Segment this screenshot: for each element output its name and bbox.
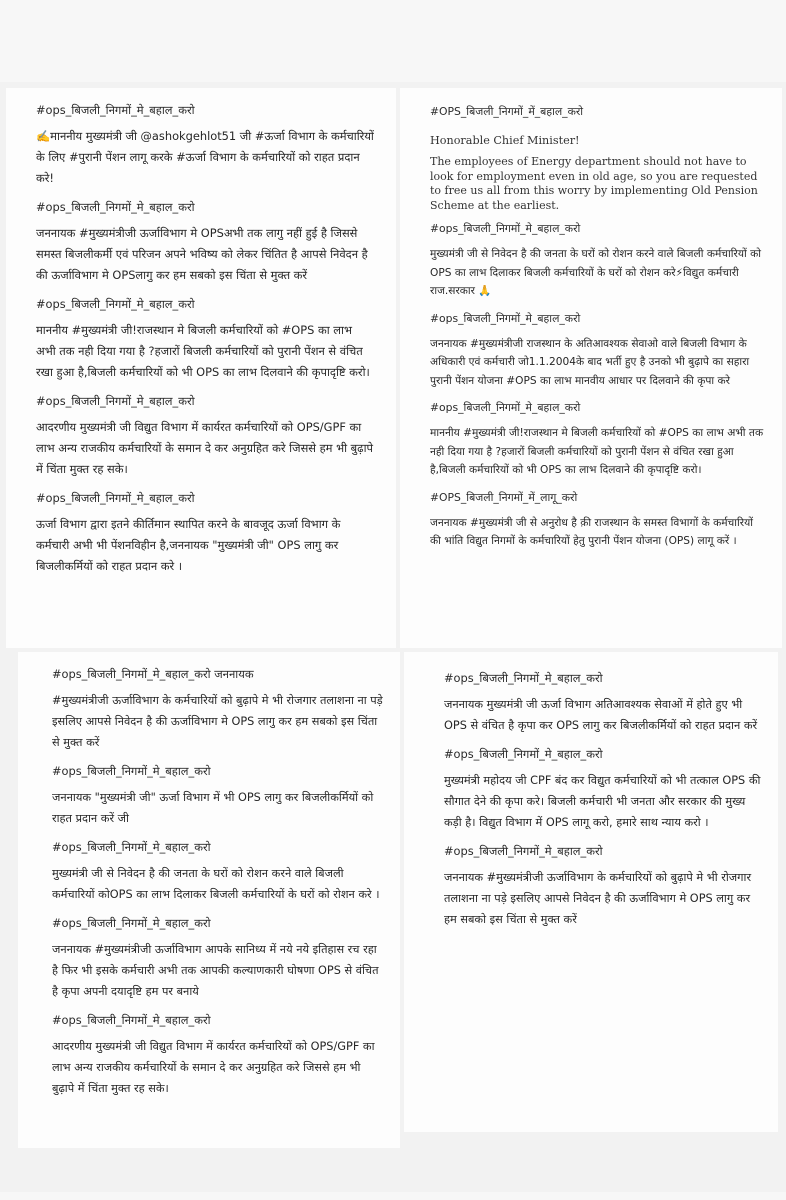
paragraph: जननायक #मुख्यमंत्री जी से अनुरोध है क़ी राजस्थान के समस्त विभागों के कर्मचारियों की भांति विद्युत निगमों के कर्मचारियों हेतु पुरानी पेंशन योजना (OPS) लागू करें । xyxy=(430,516,753,547)
paragraph: माननीय #मुख्यमंत्री जी!राजस्थान मे बिजली कर्मचारियों को #OPS का लाभ अभी तक नही दिया गया है ?हजारों बिजली कर्मचारियों को पुरानी पेंशन से वंचित रखा हुआ है,बिजली कर्मचारियों को भी OPS का लाभ दिलवाने की कृपादृष्टि करो। xyxy=(36,323,370,379)
hashtag: #ops_बिजली_निगमों_मे_बहाल_करो xyxy=(444,747,603,761)
bottom-margin xyxy=(0,1192,786,1200)
english-paragraph: The employees of Energy department should not have to look for employment even in old age, so you are requested to free us all from this worry by implementing Old Pension Scheme at the earliest. xyxy=(430,155,758,212)
paragraph: #मुख्यमंत्रीजी ऊर्जाविभाग के कर्मचारियों को बुढ़ापे मे भी रोजगार तलाशना ना पड़े इसलिए आपसे निवेदन है की ऊर्जाविभाग मे OPS लागु कर हम सबको इस चिंता से मुक्त करें xyxy=(52,694,383,749)
hashtag: #ops_बिजली_निगमों_मे_बहाल_करो xyxy=(36,103,195,117)
panel-bottom-left xyxy=(18,652,400,1148)
paragraph: माननीय #मुख्यमंत्री जी!राजस्थान मे बिजली कर्मचारियों को #OPS का लाभ अभी तक नही दिया गया है ?हजारों बिजली कर्मचारियों को पुरानी पेंशन से वंचित रखा हुआ है,बिजली कर्मचारियों को भी OPS का लाभ दिलवाने की कृपादृष्टि करो। xyxy=(430,427,764,476)
paragraph: आदरणीय मुख्यमंत्री जी विद्युत विभाग में कार्यरत कर्मचारियों को OPS/GPF का लाभ अन्य राजकीय कर्मचारियों के समान दे कर अनुग्रहित करे जिससे हम भी बुढ़ापे में चिंता मुक्त रह सके। xyxy=(52,1040,375,1095)
top-margin xyxy=(0,0,786,82)
paragraph: जननायक #मुख्यमंत्रीजी राजस्थान के अतिआवश्यक सेवाओ वाले बिजली विभाग के अधिकारी एवं कर्मचारी जो1.1.2004के बाद भर्ती हुए है उनको भी बुढ़ापे का सहारा पुरानी पेंशन योजना #OPS का लाभ मानवीय आधार पर दिलवाने की कृपा करे xyxy=(430,337,750,387)
hashtag: #ops_बिजली_निगमों_मे_बहाल_करो xyxy=(36,297,195,311)
paragraph: मुख्यमंत्री जी से निवेदन है की जनता के घरों को रोशन करने वाले बिजली कर्मचारियों कोOPS का लाभ दिलाकर बिजली कर्मचारियों के घरों को रोशन करे । xyxy=(52,867,380,901)
paragraph: जननायक #मुख्यमंत्रीजी ऊर्जाविभाग के कर्मचारियों को बुढ़ापे मे भी रोजगार तलाशना ना पड़े इसलिए आपसे निवेदन है की ऊर्जाविभाग मे OPS लागु कर हम सबको इस चिंता से मुक्त करें xyxy=(444,871,752,926)
paragraph: ऊर्जा विभाग द्वारा इतने कीर्तिमान स्थापित करने के बावजूद ऊर्जा विभाग के कर्मचारी अभी भी पेंशनविहीन है,जननायक "मुख्यमंत्री जी" OPS लागु कर बिजलीकर्मियों को राहत प्रदान करे । xyxy=(36,517,341,573)
hashtag: #OPS_बिजली_निगमों_में_लागू_करो xyxy=(430,490,578,504)
hashtag: #ops_बिजली_निगमों_मे_बहाल_करो xyxy=(52,764,211,778)
hashtag: #ops_बिजली_निगमों_मे_बहाल_करो xyxy=(430,311,581,325)
paragraph: ✍️माननीय मुख्यमंत्री जी @ashokgehlot51 जी #ऊर्जा विभाग के कर्मचारियों के लिए #पुरानी पेंशन लागू करके #ऊर्जा विभाग के कर्मचारियों को राहत प्रदान करे! xyxy=(36,129,374,185)
hashtag: #ops_बिजली_निगमों_मे_बहाल_करो xyxy=(430,222,581,235)
paragraph: आदरणीय मुख्यमंत्री जी विद्युत विभाग में कार्यरत कर्मचारियों को OPS/GPF का लाभ अन्य राजकीय कर्मचारियों के समान दे कर अनुग्रहित करे जिससे हम भी बुढ़ापे में चिंता मुक्त रह सके। xyxy=(36,420,373,476)
hashtag: #ops_बिजली_निगमों_मे_बहाल_करो xyxy=(444,844,603,858)
panel-top-left xyxy=(6,88,396,648)
hashtag: #ops_बिजली_निगमों_मे_बहाल_करो xyxy=(444,671,603,685)
hashtag: #ops_बिजली_निगमों_मे_बहाल_करो xyxy=(52,840,211,854)
hashtag: #ops_बिजली_निगमों_मे_बहाल_करो xyxy=(36,394,195,408)
hashtag: #ops_बिजली_निगमों_मे_बहाल_करो xyxy=(36,491,195,505)
hashtag: #ops_बिजली_निगमों_मे_बहाल_करो xyxy=(36,200,195,214)
hashtag: #ops_बिजली_निगमों_मे_बहाल_करो xyxy=(430,401,581,414)
panel-bottom-right xyxy=(404,652,778,1132)
hashtag: #ops_बिजली_निगमों_मे_बहाल_करो जननायक xyxy=(52,667,254,681)
paragraph: जननायक #मुख्यमंत्रीजी ऊर्जाविभाग मे OPSअभी तक लागु नहीं हुई है जिससे समस्त बिजलीकर्मी एवं परिजन अपने भविष्य को लेकर चिंतित है आपसे निवेदन है की ऊर्जाविभाग मे OPSलागु कर हम सबको इस चिंता से मुक्त करें xyxy=(36,226,368,282)
paragraph: जननायक मुख्यमंत्री जी ऊर्जा विभाग अतिआवश्यक सेवाओं में होते हुए भी OPS से वंचित है कृपा कर OPS लागु कर बिजलीकर्मियों को राहत प्रदान करें xyxy=(444,698,758,732)
paragraph: मुख्यमंत्री जी से निवेदन है की जनता के घरों को रोशन करने वाले बिजली कर्मचारियों को OPS का लाभ दिलाकर बिजली कर्मचारियों के घरों को रोशन करे⚡विद्युत कर्मचारी राज.सरकार 🙏 xyxy=(430,248,761,297)
paragraph: जननायक "मुख्यमंत्री जी" ऊर्जा विभाग में भी OPS लागु कर बिजलीकर्मियों को राहत प्रदान करें जी xyxy=(52,791,374,825)
paragraph: जननायक #मुख्यमंत्रीजी ऊर्जाविभाग आपके सानिध्य में नये नये इतिहास रच रहा है फिर भी इसके कर्मचारी अभी तक आपकी कल्याणकारी घोषणा OPS से वंचित है कृपा अपनी दयादृष्टि हम पर बनाये xyxy=(52,943,379,998)
hashtag: #ops_बिजली_निगमों_मे_बहाल_करो xyxy=(52,916,211,930)
panel-top-right xyxy=(400,88,782,648)
hashtag: #ops_बिजली_निगमों_मे_बहाल_करो xyxy=(52,1013,211,1027)
english-title: Honorable Chief Minister! xyxy=(430,134,580,147)
paragraph: मुख्यमंत्री महोदय जी CPF बंद कर विद्युत कर्मचारियों को भी तत्काल OPS की सौगात देने की कृपा करे। बिजली कर्मचारी भी जनता और सरकार की मुख्य कड़ी है। विद्युत विभाग में OPS लागू करो, हमारे साथ न्याय करो । xyxy=(444,774,761,829)
hashtag: #OPS_बिजली_निगमों_में_बहाल_करो xyxy=(430,105,584,118)
